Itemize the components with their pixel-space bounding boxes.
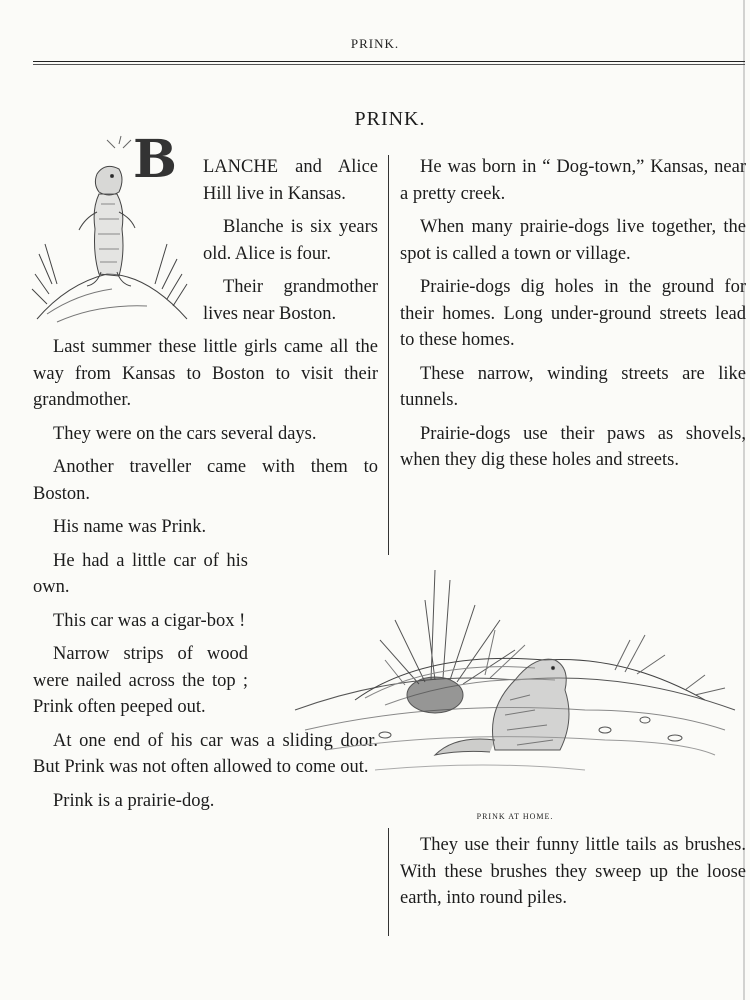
paragraph: They use their funny little tails as brushes. With these brushes they sweep up the loose earth, into round piles.: [400, 835, 746, 908]
paragraph: Last summer these little girls came all the way from Kansas to Boston to visit their grandmother.: [33, 337, 378, 410]
paragraph: LANCHE and Alice Hill live in Kansas.: [203, 157, 378, 204]
illustration-caption: PRINK AT HOME.: [476, 812, 554, 821]
right-column: [400, 154, 746, 481]
paragraph: Prink is a prairie-dog.: [53, 790, 215, 811]
paragraph: This car was a cigar-box !: [53, 610, 246, 631]
paragraph: His name was Prink.: [53, 517, 207, 537]
paragraph: These narrow, winding streets are like tunnels.: [400, 363, 746, 410]
paragraph: Prairie-dogs dig holes in the ground for their homes. Long under-ground streets lead to these homes.: [400, 277, 746, 350]
prairie-dog-home-illustration: [285, 560, 745, 820]
paragraph: He was born in “ Dog-town,” Kansas, near a pretty creek.: [400, 157, 746, 204]
paragraph: Narrow strips of wood were nailed across the top ; Prink often peeped out.: [33, 644, 248, 717]
column-divider-top: [388, 155, 389, 555]
paragraph: Prairie-dogs use their paws as shovels, when they dig these holes and streets.: [400, 423, 746, 470]
header-rule: [33, 61, 745, 62]
paragraph: At one end of his car was a sliding door. But Prink was not often allowed to come out.: [33, 730, 378, 777]
paragraph: Another traveller came with them to Boston.: [33, 457, 378, 504]
paragraph: When many prairie-dogs live together, the spot is called a town or village.: [400, 217, 746, 264]
paragraph: Their grandmother lives near Boston.: [203, 277, 378, 324]
column-divider-bottom: [388, 828, 389, 936]
paragraph: Blanche is six years old. Alice is four.: [203, 217, 378, 264]
header-rule-secondary: [33, 64, 745, 65]
dropcap-letter: B: [133, 129, 177, 190]
running-header: PRINK.: [350, 36, 400, 51]
prairie-dog-burrow-drawing: [285, 560, 745, 810]
paragraph: He had a little car of his own.: [33, 550, 248, 597]
right-column-bottom: [400, 832, 746, 919]
article-title: PRINK.: [354, 108, 426, 130]
paragraph: They were on the cars several days.: [53, 423, 317, 444]
dropcap-illustration: [27, 129, 197, 334]
